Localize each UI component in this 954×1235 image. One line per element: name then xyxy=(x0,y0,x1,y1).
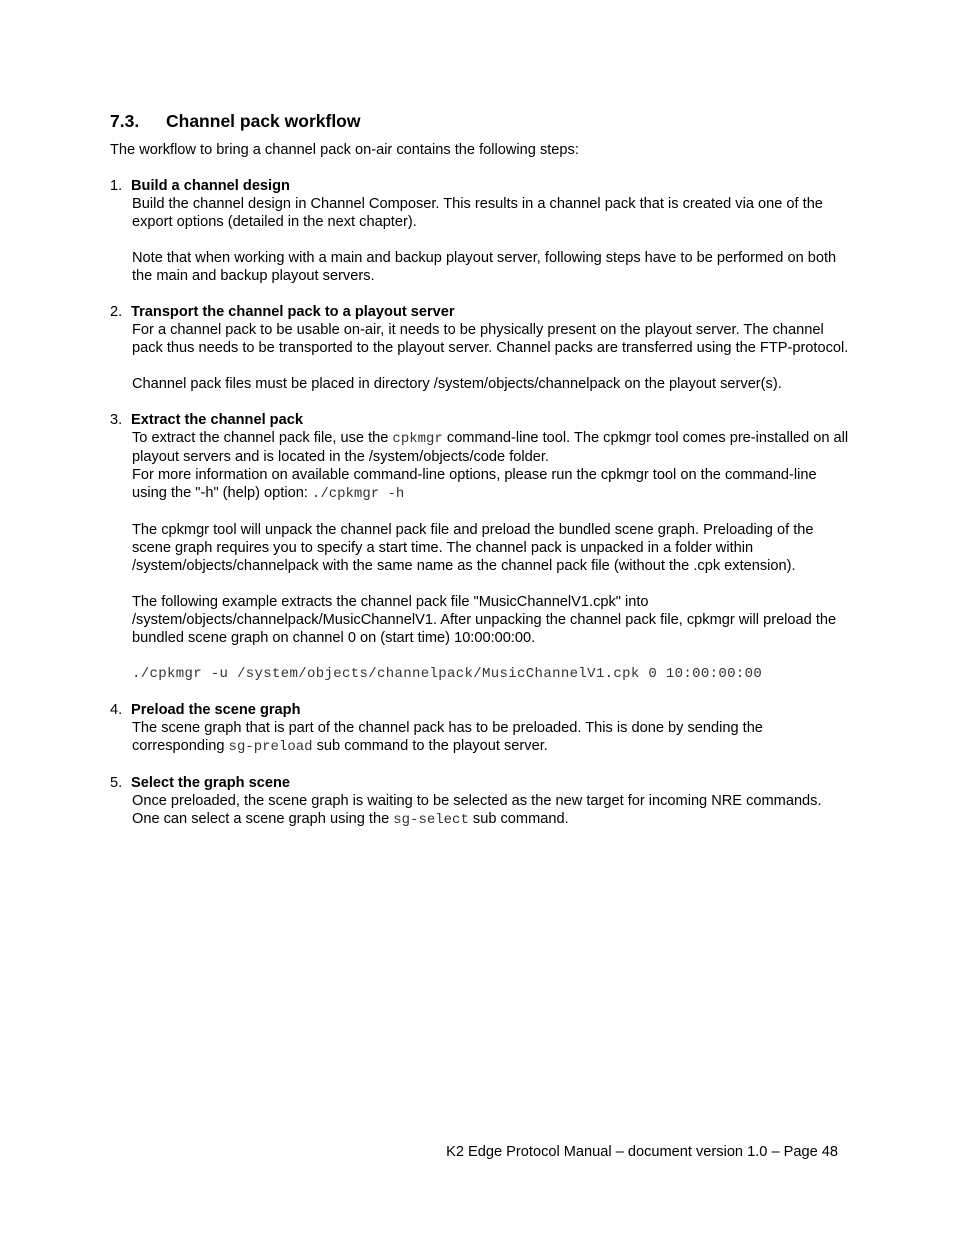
step-5-title: Select the graph scene xyxy=(131,775,290,791)
step-2-paragraph-2: Channel pack files must be placed in directory /system/objects/channelpack on the playout server(s). xyxy=(132,376,782,392)
step-1-paragraph-2: Note that when working with a main and backup playout server, following steps have to be performed on both the main and backup playout servers. xyxy=(132,250,837,284)
step-2-number: 2. xyxy=(110,304,123,320)
step-3-paragraph-2 xyxy=(132,466,850,503)
step-3-paragraph-4: The following example extracts the channel pack file "MusicChannelV1.cpk" into /system/objects/channelpack/MusicChannelV1. After unpacking the channel pack file, cpkmgr will preload the bundled scene graph on channel 0 on (start time) 10:00:00:00. xyxy=(132,594,837,646)
step-3-title: Extract the channel pack xyxy=(131,412,303,428)
step-4-number: 4. xyxy=(110,702,123,718)
step-2-title: Transport the channel pack to a playout server xyxy=(131,304,455,320)
step-5-paragraph-1 xyxy=(132,792,850,829)
cpkmgr-inline-code: cpkmgr xyxy=(392,431,443,447)
step-2 xyxy=(110,303,850,393)
step-4-title: Preload the scene graph xyxy=(131,702,301,718)
section-title: Channel pack workflow xyxy=(166,111,361,131)
step-3-paragraph-3: The cpkmgr tool will unpack the channel pack file and preload the bundled scene graph. Preloading of the scene graph requires you to specify a start time. The channel pack is unpacked in a folder within /system/objects/channelpack with the same name as the channel pack file (without the .cpk extension). xyxy=(132,522,814,574)
step-1-number: 1. xyxy=(110,178,123,194)
sg-preload-inline-code: sg-preload xyxy=(228,739,313,755)
step-3-paragraph-1 xyxy=(132,429,850,466)
step-4-p1-text-b: sub command to the playout server. xyxy=(312,738,548,754)
page-footer: K2 Edge Protocol Manual – document version 1.0 – Page 48 xyxy=(446,1144,838,1160)
step-5-p1-text-a: Once preloaded, the scene graph is waiting to be selected as the new target for incoming NRE commands. One can select a scene graph using the xyxy=(132,793,822,827)
step-3-p1-text-a: To extract the channel pack file, use the xyxy=(132,430,393,446)
help-option-inline-code: ./cpkmgr -h xyxy=(311,486,405,502)
step-4-paragraph-1 xyxy=(132,719,850,756)
step-2-paragraph-1: For a channel pack to be usable on-air, it needs to be physically present on the playout server. The channel pack thus needs to be transported to the playout server. Channel packs are transferred using the FTP-protocol. xyxy=(132,322,849,356)
step-5-p1-text-b: sub command. xyxy=(468,811,569,827)
extract-command-example: ./cpkmgr -u /system/objects/channelpack/MusicChannelV1.cpk 0 10:00:00:00 xyxy=(132,666,763,682)
step-5-number: 5. xyxy=(110,775,123,791)
sg-select-inline-code: sg-select xyxy=(393,812,469,828)
section-intro: The workflow to bring a channel pack on-air contains the following steps: xyxy=(110,142,579,158)
step-3-number: 3. xyxy=(110,412,123,428)
steps-list xyxy=(110,177,850,847)
step-1-paragraph-1: Build the channel design in Channel Composer. This results in a channel pack that is created via one of the export options (detailed in the next chapter). xyxy=(132,196,823,230)
step-3-p1-text-b: command-line tool. The cpkmgr tool comes pre-installed on all playout servers and is located in the /system/objects/code folder. xyxy=(132,430,849,465)
step-3 xyxy=(110,411,850,683)
section-heading xyxy=(110,110,360,132)
step-4 xyxy=(110,701,850,756)
step-4-p1-text-a: The scene graph that is part of the channel pack has to be preloaded. This is done by sending the corresponding xyxy=(132,720,763,754)
section-number: 7.3. xyxy=(110,111,140,131)
step-1 xyxy=(110,177,850,285)
step-1-title: Build a channel design xyxy=(131,178,290,194)
step-5 xyxy=(110,774,850,829)
step-3-p2-text: For more information on available command-line options, please run the cpkmgr tool on the command-line using the "-h" (help) option: xyxy=(132,467,817,501)
